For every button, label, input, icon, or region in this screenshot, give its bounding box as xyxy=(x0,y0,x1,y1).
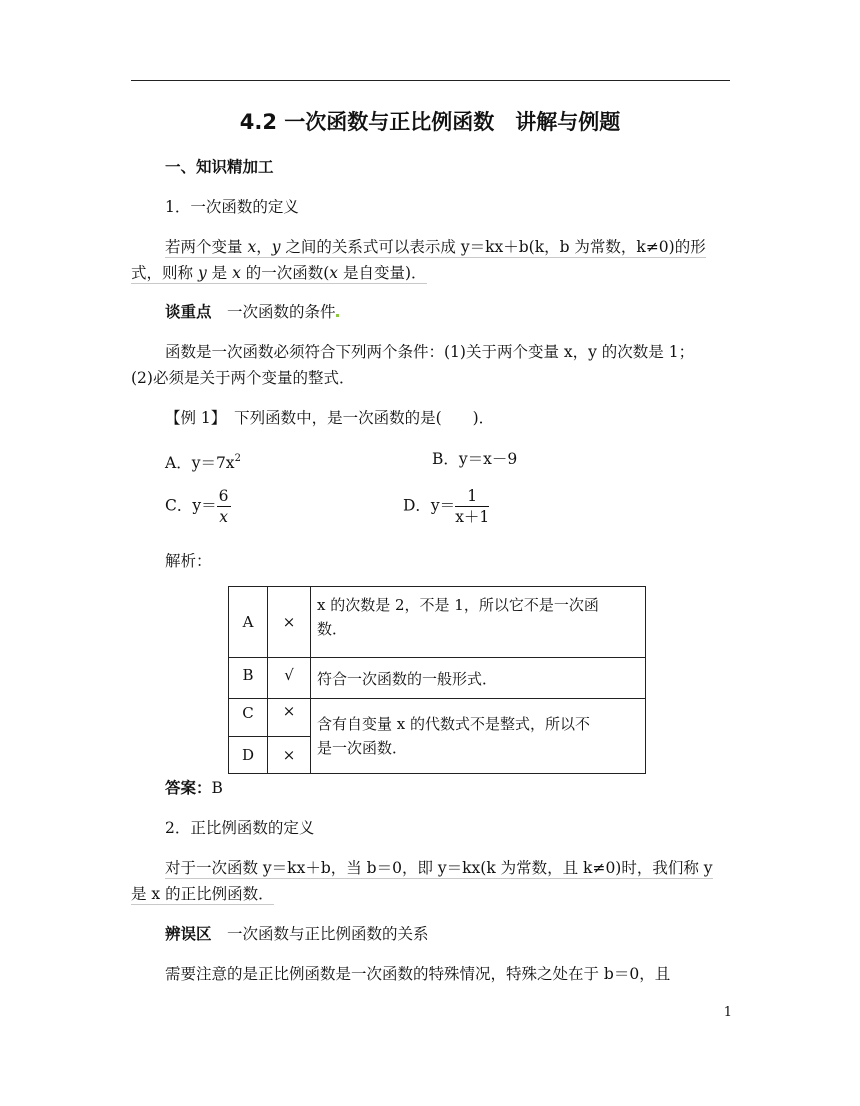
last-line: 需要注意的是正比例函数是一次函数的特殊情况，特殊之处在于 b＝0，且 xyxy=(165,965,671,983)
analysis-label: 解析： xyxy=(165,552,212,570)
analysis-table xyxy=(228,586,646,774)
proportional-def-line1: 对于一次函数 y＝kx＋b，当 b＝0，即 y＝kx(k 为常数，且 k≠0)时，我们称 y xyxy=(165,859,713,877)
error-label: 辨误区 xyxy=(165,925,212,943)
focus-note xyxy=(165,301,339,323)
option-cell: D xyxy=(229,737,268,774)
option-cell: C xyxy=(229,699,268,737)
note-cell: x 的次数是 2，不是 1，所以它不是一次函 数． xyxy=(311,587,646,658)
fraction-c: $\frac{6}{x}$ xyxy=(218,487,229,526)
green-dot-mark xyxy=(336,314,339,317)
option-b: B．y＝x－9 xyxy=(432,450,518,468)
item1-label: 1．一次函数的定义 xyxy=(165,198,299,216)
table-row xyxy=(229,587,646,658)
table-row xyxy=(229,658,646,699)
conditions-line2: (2)必须是关于两个变量的整式． xyxy=(131,369,355,387)
focus-label: 谈重点 xyxy=(165,303,212,321)
fraction-d: $\frac{1}{x+1}$ xyxy=(455,487,490,526)
mark-cell: × xyxy=(268,699,311,737)
item2-label: 2．正比例函数的定义 xyxy=(165,819,315,837)
definition-formula: y＝kx＋b(k，b 为常数，k≠0) xyxy=(460,238,675,256)
note-cell: 符合一次函数的一般形式． xyxy=(311,658,646,699)
definition-line1: 若两个变量 x，y 之间的关系式可以表示成 y＝kx＋b(k，b 为常数，k≠0)的形 xyxy=(165,238,706,256)
option-c: C．y＝ $\frac{6}{x}$ xyxy=(165,487,229,526)
mark-cell: √ xyxy=(268,658,311,699)
note-cell-merged: 含有自变量 x 的代数式不是整式，所以不 是一次函数． xyxy=(311,699,646,774)
mark-cell: × xyxy=(268,737,311,774)
focus-text: 一次函数的条件 xyxy=(227,303,336,321)
page-number: 1 xyxy=(723,1005,732,1020)
table-row xyxy=(229,699,646,737)
answer xyxy=(165,777,223,799)
answer-label: 答案： xyxy=(165,779,212,797)
answer-value: B xyxy=(211,779,223,797)
conditions-line1: 函数是一次函数必须符合下列两个条件：(1)关于两个变量 x，y 的次数是 1； xyxy=(165,343,695,361)
proportional-def-line2: 是 x 的正比例函数． xyxy=(131,885,274,903)
option-d: D．y＝ $\frac{1}{x+1}$ xyxy=(403,487,490,526)
error-text: 一次函数与正比例函数的关系 xyxy=(227,925,429,943)
section-heading: 一、知识精加工 xyxy=(165,158,274,176)
definition-line2: 式，则称 y 是 x 的一次函数(x 是自变量)． xyxy=(131,264,427,282)
mark-cell: × xyxy=(268,587,311,658)
header-rule xyxy=(131,80,730,81)
option-cell: B xyxy=(229,658,268,699)
page-title: 4.2 一次函数与正比例函数 讲解与例题 xyxy=(239,110,621,134)
option-cell: A xyxy=(229,587,268,658)
example1-question: 【例 1】 下列函数中，是一次函数的是( )． xyxy=(165,409,495,427)
error-note xyxy=(165,923,429,945)
option-a: A．$y=7x^2$ xyxy=(165,453,241,472)
example1-label: 【例 1】 xyxy=(165,409,219,427)
